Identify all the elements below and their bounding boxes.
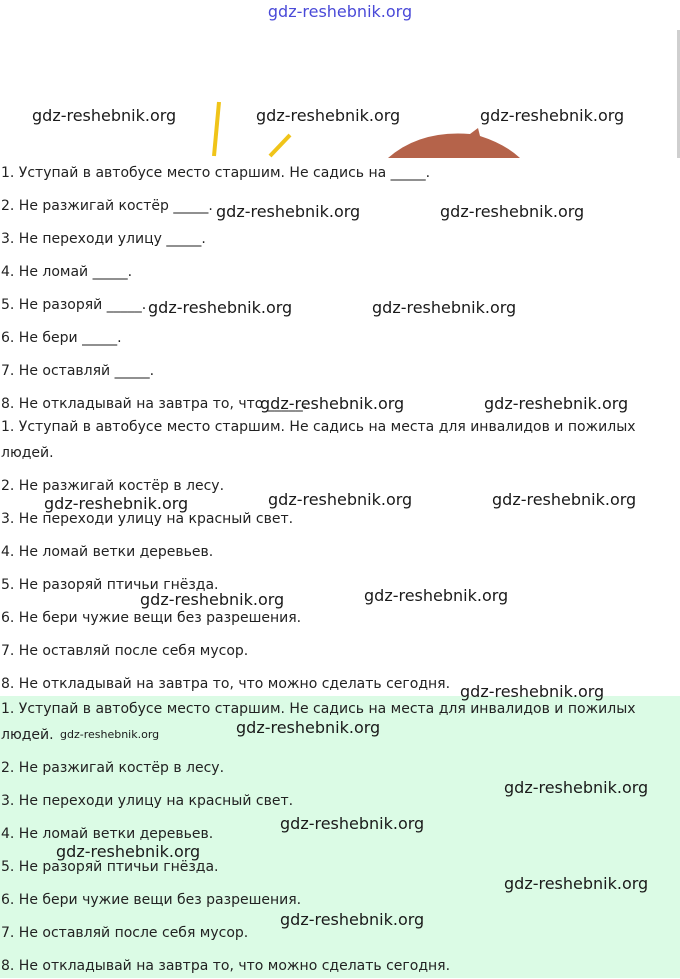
brown-shape bbox=[388, 128, 520, 158]
list-item: 2. Не разжигай костёр в лесу. bbox=[1, 760, 225, 776]
list-item: 3. Не переходи улицу на красный свет. bbox=[1, 793, 294, 809]
watermark: gdz-reshebnik.org bbox=[216, 202, 361, 221]
watermark: gdz-reshebnik.org bbox=[480, 106, 625, 125]
watermark: gdz-reshebnik.org bbox=[484, 394, 629, 413]
watermark: gdz-reshebnik.org bbox=[60, 728, 160, 741]
watermark: gdz-reshebnik.org bbox=[56, 842, 201, 861]
list-item: 2. Не разжигай костёр в лесу. bbox=[1, 478, 225, 494]
watermark: gdz-reshebnik.org bbox=[140, 590, 285, 609]
watermark: gdz-reshebnik.org bbox=[492, 490, 637, 509]
answer-list bbox=[0, 414, 680, 704]
list-item: 3. Не переходи улицу на красный свет. bbox=[1, 511, 294, 527]
watermark: gdz-reshebnik.org bbox=[260, 394, 405, 413]
watermark: gdz-reshebnik.org bbox=[44, 494, 189, 513]
site-header[interactable]: gdz-reshebnik.org bbox=[267, 2, 413, 21]
list-item: 6. Не бери чужие вещи без разрешения. bbox=[1, 892, 302, 908]
list-item: 6. Не бери _____. bbox=[1, 330, 122, 346]
list-item: 4. Не ломай _____. bbox=[1, 264, 133, 280]
list-item: 7. Не оставляй _____. bbox=[1, 363, 155, 379]
watermark: gdz-reshebnik.org bbox=[460, 682, 605, 701]
watermark: gdz-reshebnik.org bbox=[504, 874, 649, 893]
list-item: 5. Не разоряй птичьи гнёзда. bbox=[1, 577, 219, 593]
list-item: 5. Не разоряй птичьи гнёзда. bbox=[1, 859, 219, 875]
pencil-stroke-2 bbox=[270, 135, 290, 156]
list-item: 4. Не ломай ветки деревьев. bbox=[1, 826, 214, 842]
list-item: 5. Не разоряй _____. bbox=[1, 297, 147, 313]
illustration bbox=[0, 90, 680, 160]
watermark: gdz-reshebnik.org bbox=[504, 778, 649, 797]
list-item: 6. Не бери чужие вещи без разрешения. bbox=[1, 610, 302, 626]
list-item: 1. Уступай в автобусе место старшим. Не садись на _____. bbox=[1, 165, 431, 181]
list-item: 4. Не ломай ветки деревьев. bbox=[1, 544, 214, 560]
list-item: 2. Не разжигай костёр _____. bbox=[1, 198, 213, 214]
list-item: 1. Уступай в автобусе место старшим. Не садись на места для инвалидов и пожилых людей. bbox=[1, 701, 636, 743]
pencil-stroke bbox=[214, 102, 219, 156]
watermark: gdz-reshebnik.org bbox=[256, 106, 401, 125]
watermark: gdz-reshebnik.org bbox=[268, 490, 413, 509]
watermark: gdz-reshebnik.org bbox=[32, 106, 177, 125]
watermark: gdz-reshebnik.org bbox=[280, 910, 425, 929]
list-item: 8. Не откладывай на завтра то, что можно сделать сегодня. bbox=[1, 958, 451, 974]
list-item: 1. Уступай в автобусе место старшим. Не садись на места для инвалидов и пожилых людей. bbox=[1, 419, 636, 461]
watermark: gdz-reshebnik.org bbox=[372, 298, 517, 317]
list-item: 8. Не откладывай на завтра то, что _____. bbox=[1, 396, 308, 412]
watermark: gdz-reshebnik.org bbox=[236, 718, 381, 737]
blank-exercise bbox=[0, 160, 680, 424]
list-item: 7. Не оставляй после себя мусор. bbox=[1, 925, 249, 941]
watermark: gdz-reshebnik.org bbox=[440, 202, 585, 221]
list-item: 3. Не переходи улицу _____. bbox=[1, 231, 206, 247]
list-item: 7. Не оставляй после себя мусор. bbox=[1, 643, 249, 659]
list-item: 8. Не откладывай на завтра то, что можно сделать сегодня. bbox=[1, 676, 451, 692]
watermark: gdz-reshebnik.org bbox=[364, 586, 509, 605]
watermark: gdz-reshebnik.org bbox=[280, 814, 425, 833]
watermark: gdz-reshebnik.org bbox=[148, 298, 293, 317]
